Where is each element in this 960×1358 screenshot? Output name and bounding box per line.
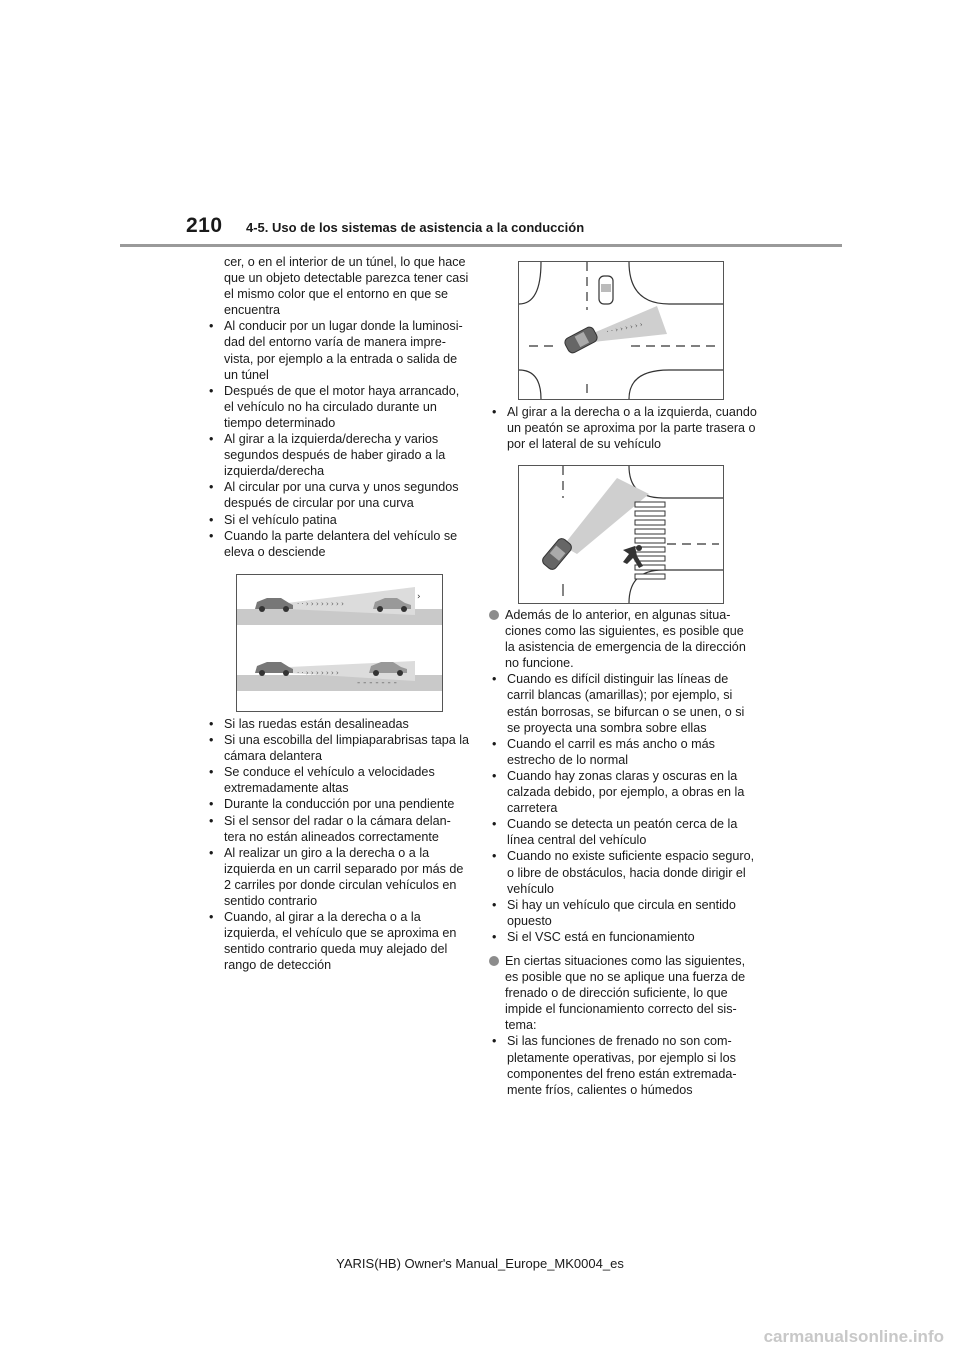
figure-preceding-vehicle-illustration (237, 575, 442, 711)
list-item: • Si una escobilla del limpiaparabrisas tapa la cámara delantera (206, 732, 471, 764)
list-item: • Si el sensor del radar o la cámara delan-tera no están alineados correctamente (206, 813, 471, 845)
list-item: • Al realizar un giro a la derecha o a la izquierda en un carril separado por más de 2 carriles por donde circulan vehículos en sentido contrario (206, 845, 471, 909)
list-item: • Si el VSC está en funcionamiento (489, 929, 757, 945)
left-column-lower (206, 716, 471, 974)
list-item: • Cuando es difícil distinguir las líneas de carril blancas (amarillas); por ejemplo, si están borrosas, se bifurcan o se unen, o si se proyecta una sombra sobre ellas (489, 671, 757, 735)
list-item: • Después de que el motor haya arrancado, el vehículo no ha circulado durante un tiempo determinado (206, 383, 471, 431)
svg-text:· · › › › › › › ›: · · › › › › › › › (297, 669, 339, 677)
watermark: carmanualsonline.info (763, 1327, 944, 1346)
note-text: Además de lo anterior, en algunas situa-ciones como las siguientes, es posible que la asistencia de emergencia de la dirección no funcione. (505, 608, 746, 671)
figure-turning-oncoming (518, 261, 724, 400)
list-item: • Cuando hay zonas claras y oscuras en la calzada debido, por ejemplo, a obras en la carretera (489, 768, 757, 816)
list-item: • Al circular por una curva y unos segundos después de circular por una curva (206, 479, 471, 511)
right-column-lower (489, 607, 757, 1098)
list-item: • Cuando la parte delantera del vehículo se eleva o desciende (206, 528, 471, 560)
list-item: • Cuando el carril es más ancho o más estrecho de lo normal (489, 736, 757, 768)
list-item: • Al conducir por un lugar donde la luminosi-dad del entorno varía de manera impre-vista, por ejemplo a la entrada o salida de un túnel (206, 318, 471, 382)
list-e (489, 1033, 757, 1097)
left-column (206, 254, 471, 560)
list-d (489, 671, 757, 945)
section-title: 4-5. Uso de los sistemas de asistencia a la conducción (246, 220, 585, 235)
list-item: • Si las funciones de frenado no son com-pletamente operativas, por ejemplo si los componentes del freno están extremada-mente fríos, calientes o húmedos (489, 1033, 757, 1097)
svg-text:- - - - - - -: - - - - - - - (357, 678, 397, 688)
note-text: En ciertas situaciones como las siguientes, es posible que no se aplique una fuerza de frenado o de dirección suficiente, lo que impide el funcionamiento correcto del sis-tema: (505, 953, 746, 1033)
figure-preceding-vehicle (236, 574, 443, 712)
intro-continuation: cer, o en el interior de un túnel, lo que hace que un objeto detectable parezca tener casi el mismo color que el entorno en que se encuentra (224, 255, 469, 318)
svg-text:· · › › › › › › › ›: · · › › › › › › › › (297, 600, 344, 608)
note-emergency-steering (489, 607, 757, 671)
bullet-circle-icon (489, 610, 499, 620)
list-item: • Durante la conducción por una pendiente (206, 796, 471, 812)
list-item: • Si las ruedas están desalineadas (206, 716, 471, 732)
list-item: • Si el vehículo patina (206, 512, 471, 528)
list-item: • Cuando no existe suficiente espacio seguro, o libre de obstáculos, hacia donde dirigir el vehículo (489, 848, 757, 896)
figure-turning-oncoming-illustration (519, 262, 723, 399)
list-item: • Al girar a la derecha o a la izquierda, cuando un peatón se aproxima por la parte trasera o por el lateral de su vehículo (489, 404, 757, 452)
note-insufficient-force (489, 953, 757, 1033)
figure-pedestrian-crossing-illustration (519, 466, 723, 603)
right-column-upper (489, 404, 757, 452)
header-rule (120, 244, 842, 247)
bullet-circle-icon (489, 956, 499, 966)
list-item: • Al girar a la izquierda/derecha y varios segundos después de haber girado a la izquierda/derecha (206, 431, 471, 479)
list-a (206, 318, 471, 559)
list-c (489, 404, 757, 452)
figure-pedestrian-crossing (518, 465, 724, 604)
manual-id: YARIS(HB) Owner's Manual_Europe_MK0004_es (336, 1256, 624, 1271)
list-item: • Si hay un vehículo que circula en sentido opuesto (489, 897, 757, 929)
svg-text:›: › (417, 592, 421, 602)
list-item: • Cuando, al girar a la derecha o a la izquierda, el vehículo que se aproxima en sentido contrario queda muy alejado del rango de detección (206, 909, 471, 973)
list-item: • Cuando se detecta un peatón cerca de la línea central del vehículo (489, 816, 757, 848)
page-number: 210 (186, 214, 223, 237)
list-item: • Se conduce el vehículo a velocidades extremadamente altas (206, 764, 471, 796)
list-b (206, 716, 471, 974)
svg-text:· · › › › › › ›: · · › › › › › › (605, 320, 644, 336)
